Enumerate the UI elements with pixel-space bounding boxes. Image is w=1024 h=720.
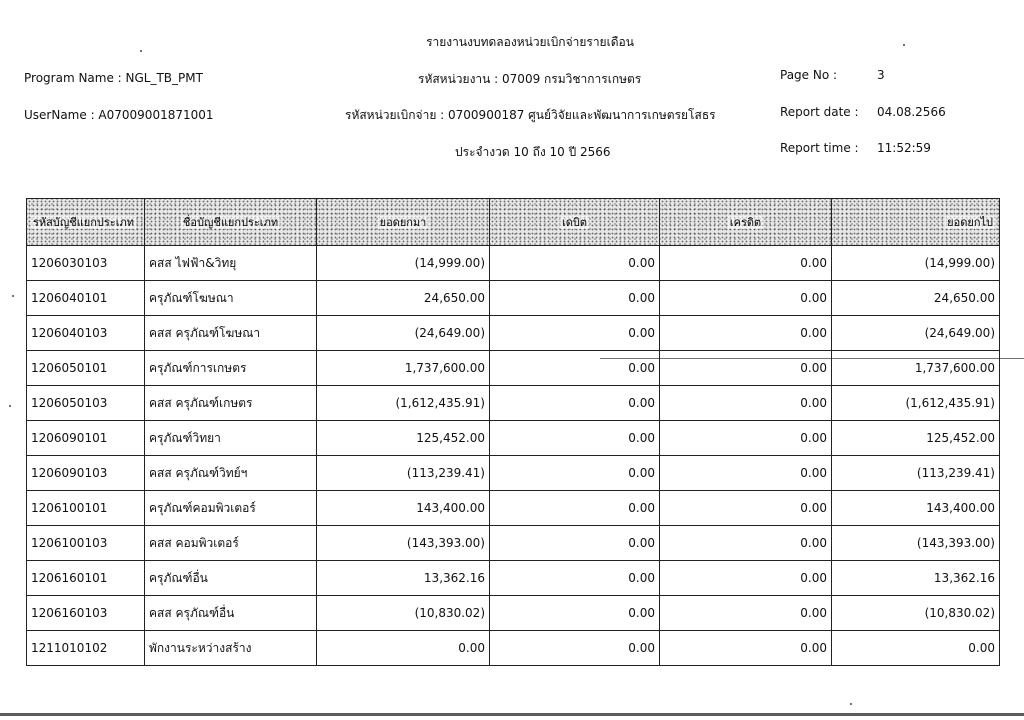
- debit-cell: 0.00: [490, 596, 660, 631]
- account-name-cell: คสส ครุภัณฑ์อื่น: [145, 596, 317, 631]
- scan-line: [600, 358, 1024, 359]
- report-period: ประจำงวด 10 ถึง 10 ปี 2566: [455, 145, 611, 159]
- account-code-cell: 1206100101: [27, 491, 145, 526]
- debit-cell: 0.00: [490, 526, 660, 561]
- table-row: [27, 246, 1000, 281]
- debit-cell: 0.00: [490, 491, 660, 526]
- brought-forward-cell: 125,452.00: [317, 421, 490, 456]
- account-name-cell: ครุภัณฑ์อื่น: [145, 561, 317, 596]
- table-row: [27, 316, 1000, 351]
- account-code-cell: 1206090101: [27, 421, 145, 456]
- report-title: รายงานงบทดลองหน่วยเบิกจ่ายรายเดือน: [426, 35, 634, 49]
- table-row: [27, 631, 1000, 666]
- brought-forward-cell: 143,400.00: [317, 491, 490, 526]
- account-name-cell: ครุภัณฑ์วิทยา: [145, 421, 317, 456]
- debit-cell: 0.00: [490, 386, 660, 421]
- account-name-cell: คสส ครุภัณฑ์วิทย์ฯ: [145, 456, 317, 491]
- account-code-cell: 1206090103: [27, 456, 145, 491]
- report-time-label: Report time :: [780, 141, 859, 155]
- brought-forward-cell: (14,999.00): [317, 246, 490, 281]
- account-code-cell: 1206050103: [27, 386, 145, 421]
- table-row: [27, 596, 1000, 631]
- credit-cell: 0.00: [660, 421, 832, 456]
- account-name-cell: ครุภัณฑ์โฆษณา: [145, 281, 317, 316]
- table-row: [27, 421, 1000, 456]
- scan-speck: [12, 295, 14, 297]
- credit-cell: 0.00: [660, 561, 832, 596]
- carried-forward-cell: 0.00: [832, 631, 1000, 666]
- debit-cell: 0.00: [490, 316, 660, 351]
- agency-code: รหัสหน่วยงาน : 07009 กรมวิชาการเกษตร: [418, 72, 642, 86]
- account-name-cell: คสส ครุภัณฑ์โฆษณา: [145, 316, 317, 351]
- credit-cell: 0.00: [660, 491, 832, 526]
- brought-forward-cell: (113,239.41): [317, 456, 490, 491]
- table-row: [27, 561, 1000, 596]
- debit-cell: 0.00: [490, 351, 660, 386]
- credit-cell: 0.00: [660, 281, 832, 316]
- debit-cell: 0.00: [490, 421, 660, 456]
- credit-cell: 0.00: [660, 351, 832, 386]
- credit-cell: 0.00: [660, 246, 832, 281]
- brought-forward-cell: (10,830.02): [317, 596, 490, 631]
- carried-forward-cell: (113,239.41): [832, 456, 1000, 491]
- account-name-cell: ครุภัณฑ์คอมพิวเตอร์: [145, 491, 317, 526]
- scan-speck: [903, 44, 905, 46]
- credit-cell: 0.00: [660, 596, 832, 631]
- debit-cell: 0.00: [490, 246, 660, 281]
- scan-speck: [140, 50, 142, 52]
- account-code-cell: 1211010102: [27, 631, 145, 666]
- debit-cell: 0.00: [490, 561, 660, 596]
- carried-forward-cell: 13,362.16: [832, 561, 1000, 596]
- brought-forward-cell: (1,612,435.91): [317, 386, 490, 421]
- username: UserName : A07009001871001: [24, 108, 214, 122]
- col-header-brought-forward: ยอดยกมา: [317, 199, 490, 246]
- report-time-value: 11:52:59: [877, 141, 931, 155]
- credit-cell: 0.00: [660, 386, 832, 421]
- col-header-carried-forward: ยอดยกไป: [832, 199, 1000, 246]
- account-code-cell: 1206160103: [27, 596, 145, 631]
- col-header-credit: เครดิต: [660, 199, 832, 246]
- debit-cell: 0.00: [490, 281, 660, 316]
- account-name-cell: ครุภัณฑ์การเกษตร: [145, 351, 317, 386]
- page-no-label: Page No :: [780, 68, 838, 82]
- debit-cell: 0.00: [490, 456, 660, 491]
- brought-forward-cell: (24,649.00): [317, 316, 490, 351]
- carried-forward-cell: (14,999.00): [832, 246, 1000, 281]
- account-name-cell: พักงานระหว่างสร้าง: [145, 631, 317, 666]
- carried-forward-cell: (10,830.02): [832, 596, 1000, 631]
- report-date-value: 04.08.2566: [877, 105, 946, 119]
- trial-balance-table: [26, 198, 1000, 666]
- carried-forward-cell: (143,393.00): [832, 526, 1000, 561]
- col-header-account-name: ชื่อบัญชีแยกประเภท: [145, 199, 317, 246]
- table-row: [27, 351, 1000, 386]
- account-code-cell: 1206030103: [27, 246, 145, 281]
- brought-forward-cell: 13,362.16: [317, 561, 490, 596]
- brought-forward-cell: 24,650.00: [317, 281, 490, 316]
- credit-cell: 0.00: [660, 456, 832, 491]
- account-name-cell: คสส ไฟฟ้า&วิทยุ: [145, 246, 317, 281]
- carried-forward-cell: 1,737,600.00: [832, 351, 1000, 386]
- account-code-cell: 1206040103: [27, 316, 145, 351]
- account-code-cell: 1206100103: [27, 526, 145, 561]
- scan-speck: [850, 703, 852, 705]
- credit-cell: 0.00: [660, 526, 832, 561]
- table-row: [27, 281, 1000, 316]
- account-name-cell: คสส ครุภัณฑ์เกษตร: [145, 386, 317, 421]
- brought-forward-cell: 1,737,600.00: [317, 351, 490, 386]
- debit-cell: 0.00: [490, 631, 660, 666]
- account-code-cell: 1206040101: [27, 281, 145, 316]
- carried-forward-cell: 143,400.00: [832, 491, 1000, 526]
- table-header-row: [27, 199, 1000, 246]
- account-code-cell: 1206050101: [27, 351, 145, 386]
- carried-forward-cell: 125,452.00: [832, 421, 1000, 456]
- carried-forward-cell: (1,612,435.91): [832, 386, 1000, 421]
- program-name: Program Name : NGL_TB_PMT: [24, 71, 203, 85]
- carried-forward-cell: 24,650.00: [832, 281, 1000, 316]
- table-row: [27, 386, 1000, 421]
- credit-cell: 0.00: [660, 631, 832, 666]
- table-row: [27, 526, 1000, 561]
- carried-forward-cell: (24,649.00): [832, 316, 1000, 351]
- scan-bottom-edge: [0, 713, 1024, 716]
- credit-cell: 0.00: [660, 316, 832, 351]
- report-date-label: Report date :: [780, 105, 859, 119]
- account-code-cell: 1206160101: [27, 561, 145, 596]
- col-header-account-code: รหัสบัญชีแยกประเภท: [27, 199, 145, 246]
- brought-forward-cell: 0.00: [317, 631, 490, 666]
- account-name-cell: คสส คอมพิวเตอร์: [145, 526, 317, 561]
- scan-speck: [9, 405, 11, 407]
- table-row: [27, 491, 1000, 526]
- table-row: [27, 456, 1000, 491]
- brought-forward-cell: (143,393.00): [317, 526, 490, 561]
- col-header-debit: เดบิต: [490, 199, 660, 246]
- page-no-value: 3: [877, 68, 885, 82]
- disbursing-unit: รหัสหน่วยเบิกจ่าย : 0700900187 ศูนย์วิจัยและพัฒนาการเกษตรยโสธร: [345, 108, 716, 122]
